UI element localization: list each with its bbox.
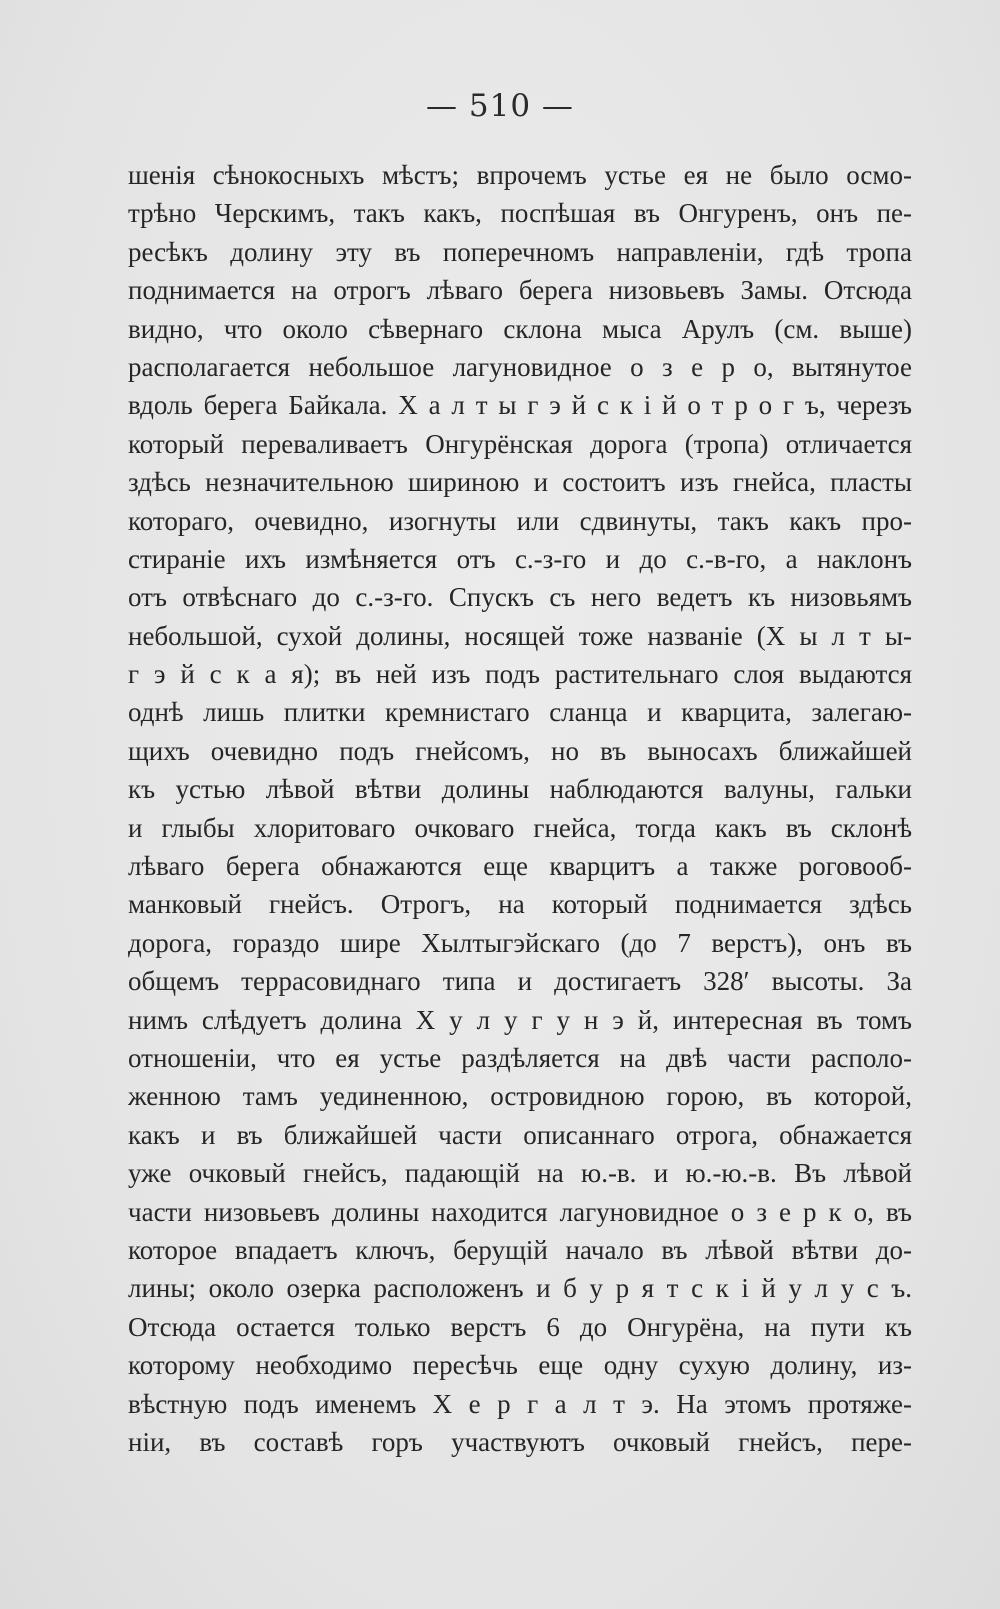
- text-line: видно, что около сѣвернаго склона мыса Арулъ (см. выше): [128, 313, 912, 344]
- text-line: котораго, очевидно, изогнуты или сдвинуты, такъ какъ про-: [128, 505, 912, 536]
- text-line: шенія сѣнокосныхъ мѣстъ; впрочемъ устье ея не было осмо-: [128, 160, 912, 190]
- text-line: ніи, въ составѣ горъ участвуютъ очковый гнейсъ, пере-: [128, 1426, 912, 1457]
- text-line: вѣстную подъ именемъ Х е р г а л т э. На этомъ протяже-: [128, 1388, 912, 1419]
- text-line: который переваливаетъ Онгурёнская дорога (тропа) отличается: [128, 428, 912, 459]
- text-line: здѣсь незначительною шириною и состоитъ изъ гнейса, пласты: [128, 467, 912, 498]
- text-line: поднимается на отрогъ лѣваго берега низовьевъ Замы. Отсюда: [128, 275, 912, 306]
- page-number: — 510 —: [426, 88, 574, 124]
- text-line: части низовьевъ долины находится лагуновидное о з е р к о, въ: [128, 1196, 912, 1227]
- text-line: щихъ очевидно подъ гнейсомъ, но въ выносахъ ближайшей: [128, 735, 912, 766]
- text-line: которому необходимо пересѣчь еще одну сухую долину, из-: [128, 1350, 912, 1381]
- text-line: и глыбы хлоритоваго очковаго гнейса, тогда какъ въ склонѣ: [128, 812, 912, 843]
- text-line: небольшой, сухой долины, носящей тоже названіе (Х ы л т ы-: [128, 620, 912, 651]
- text-line: къ устью лѣвой вѣтви долины наблюдаются валуны, гальки: [128, 774, 912, 805]
- text-line: стираніе ихъ измѣняется отъ с.-з-го и до с.-в-го, а наклонъ: [128, 543, 912, 574]
- text-line: женною тамъ уединенною, островидною горою, въ которой,: [128, 1081, 912, 1112]
- text-line: отъ отвѣснаго до с.-з-го. Спускъ съ него ведетъ къ низовьямъ: [128, 582, 912, 613]
- text-line: дорога, гораздо шире Хылтыгэйскаго (до 7 верстъ), онъ въ: [128, 927, 912, 958]
- text-line: отношеніи, что ея устье раздѣляется на двѣ части располо-: [128, 1042, 912, 1073]
- text-line: однѣ лишь плитки кремнистаго сланца и кварцита, залегаю-: [128, 697, 912, 728]
- text-line: какъ и въ ближайшей части описаннаго отрога, обнажается: [128, 1119, 912, 1150]
- text-line: уже очковый гнейсъ, падающій на ю.-в. и ю.-ю.-в. Въ лѣвой: [128, 1158, 912, 1189]
- text-line: трѣно Черскимъ, такъ какъ, поспѣшая въ Онгуренъ, онъ пе-: [128, 198, 912, 229]
- text-line: располагается небольшое лагуновидное о з е р о, вытянутое: [128, 351, 912, 382]
- text-line: ресѣкъ долину эту въ поперечномъ направленіи, гдѣ тропа: [128, 236, 912, 267]
- text-line: лѣваго берега обнажаются еще кварцитъ а также роговооб-: [128, 851, 912, 882]
- text-line: Отсюда остается только верстъ 6 до Онгурёна, на пути къ: [128, 1311, 912, 1342]
- text-line: нимъ слѣдуетъ долина Х у л у г у н э й, интересная въ томъ: [128, 1004, 912, 1035]
- text-line: манковый гнейсъ. Отрогъ, на который поднимается здѣсь: [128, 889, 912, 920]
- text-line: г э й с к а я); въ ней изъ подъ растительнаго слоя выдаются: [128, 659, 912, 690]
- body-text: [128, 156, 912, 1461]
- text-line: которое впадаетъ ключъ, берущій начало въ лѣвой вѣтви до-: [128, 1234, 912, 1265]
- text-line: общемъ террасовиднаго типа и достигаетъ 328′ высоты. За: [128, 966, 912, 997]
- text-line: вдоль берега Байкала. Х а л т ы г э й с к і й о т р о г ъ, черезъ: [128, 390, 912, 421]
- text-line: лины; около озерка расположенъ и б у р я т с к і й у л у с ъ.: [128, 1273, 912, 1304]
